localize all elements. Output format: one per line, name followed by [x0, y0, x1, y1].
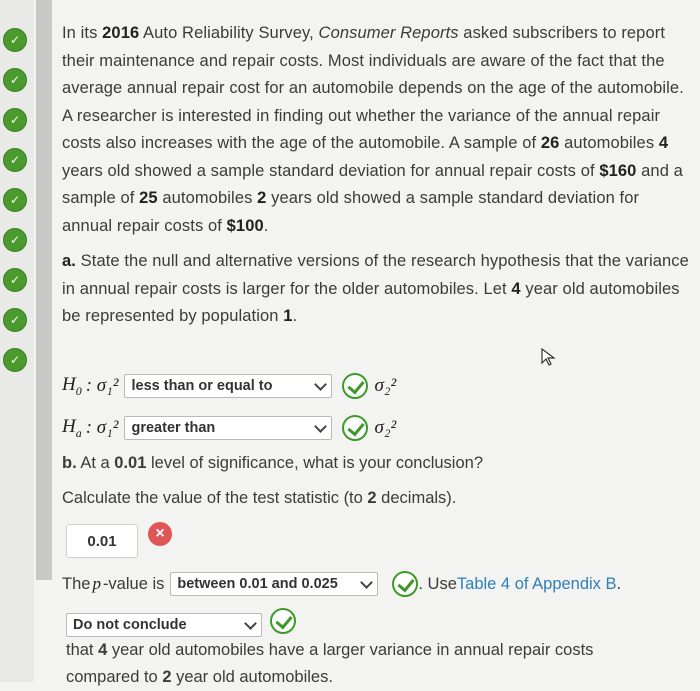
completed-check-icon[interactable]: ✓ — [3, 228, 27, 252]
question-content — [62, 20, 692, 339]
p-value-row: The p -value is between 0.01 and 0.025 . Use Table 4 of Appendix B . — [62, 571, 621, 597]
part-a-prompt: a. State the null and alternative versions of the research hypothesis that the variance in annual repair costs is larger for the older automobiles. Let 4 year old automobiles be represented by population 1. — [62, 252, 689, 325]
mouse-cursor-icon — [540, 348, 556, 366]
vertical-scrollbar[interactable] — [36, 0, 52, 580]
appendix-table-link[interactable]: Table 4 of Appendix B — [456, 574, 617, 593]
incorrect-x-icon: × — [148, 522, 172, 546]
correct-check-icon — [270, 608, 296, 634]
chevron-down-icon — [244, 617, 257, 630]
completed-check-icon[interactable]: ✓ — [3, 28, 27, 52]
completed-check-icon[interactable]: ✓ — [3, 188, 27, 212]
sigma2-squared: σ₂² — [374, 417, 397, 438]
test-statistic-prompt: Calculate the value of the test statistic (to 2 decimals). — [62, 489, 457, 507]
completed-check-icon[interactable]: ✓ — [3, 348, 27, 372]
test-statistic-row — [66, 524, 172, 558]
correct-check-icon — [342, 415, 368, 441]
conclusion-select[interactable]: Do not conclude — [66, 613, 262, 637]
ha-symbol: $H_a$ — [62, 415, 82, 440]
chevron-down-icon — [361, 576, 374, 589]
h0-symbol: $H_0$ — [62, 373, 82, 398]
sigma1-squared: : σ₁² — [85, 375, 119, 396]
completed-check-icon[interactable]: ✓ — [3, 108, 27, 132]
completed-check-icon[interactable]: ✓ — [3, 308, 27, 332]
test-statistic-input[interactable]: 0.01 — [66, 524, 138, 558]
p-symbol: p — [92, 574, 101, 593]
sigma2-squared: σ₂² — [374, 375, 397, 396]
completed-check-icon[interactable]: ✓ — [3, 68, 27, 92]
correct-check-icon — [342, 373, 368, 399]
problem-statement: In its 2016 Auto Reliability Survey, Consumer Reports asked subscribers to report their maintenance and repair costs. Most individuals are aware of the fact that the average annual repair cost for an automobile depends on the age of the automobile. A researcher is interested in finding out whether the variance of the annual repair costs also increases with the age of the automobile. A sample of 26 automobiles 4 years old showed a sample standard deviation for annual repair costs of $160 and a sample of 25 automobiles 2 years old showed a sample standard deviation for annual repair costs of $100. — [62, 24, 684, 235]
chevron-down-icon — [315, 378, 328, 391]
null-hypothesis-row — [62, 373, 396, 399]
question-sidebar — [0, 0, 34, 682]
sigma1-squared: : σ₁² — [85, 417, 119, 438]
correct-check-icon — [392, 571, 418, 597]
p-value-select[interactable]: between 0.01 and 0.025 — [170, 572, 378, 596]
h0-relation-select[interactable]: less than or equal to — [124, 374, 332, 398]
completed-check-icon[interactable]: ✓ — [3, 268, 27, 292]
ha-relation-select[interactable]: greater than — [124, 416, 332, 440]
alternative-hypothesis-row — [62, 415, 396, 441]
part-b-prompt: b. At a 0.01 level of significance, what is your conclusion? — [62, 454, 483, 472]
chevron-down-icon — [315, 420, 328, 433]
completed-check-icon[interactable]: ✓ — [3, 148, 27, 172]
conclusion-row: Do not conclude that 4 year old automobiles have a larger variance in annual repair costs compared to 2 year old automobiles. — [66, 613, 666, 691]
